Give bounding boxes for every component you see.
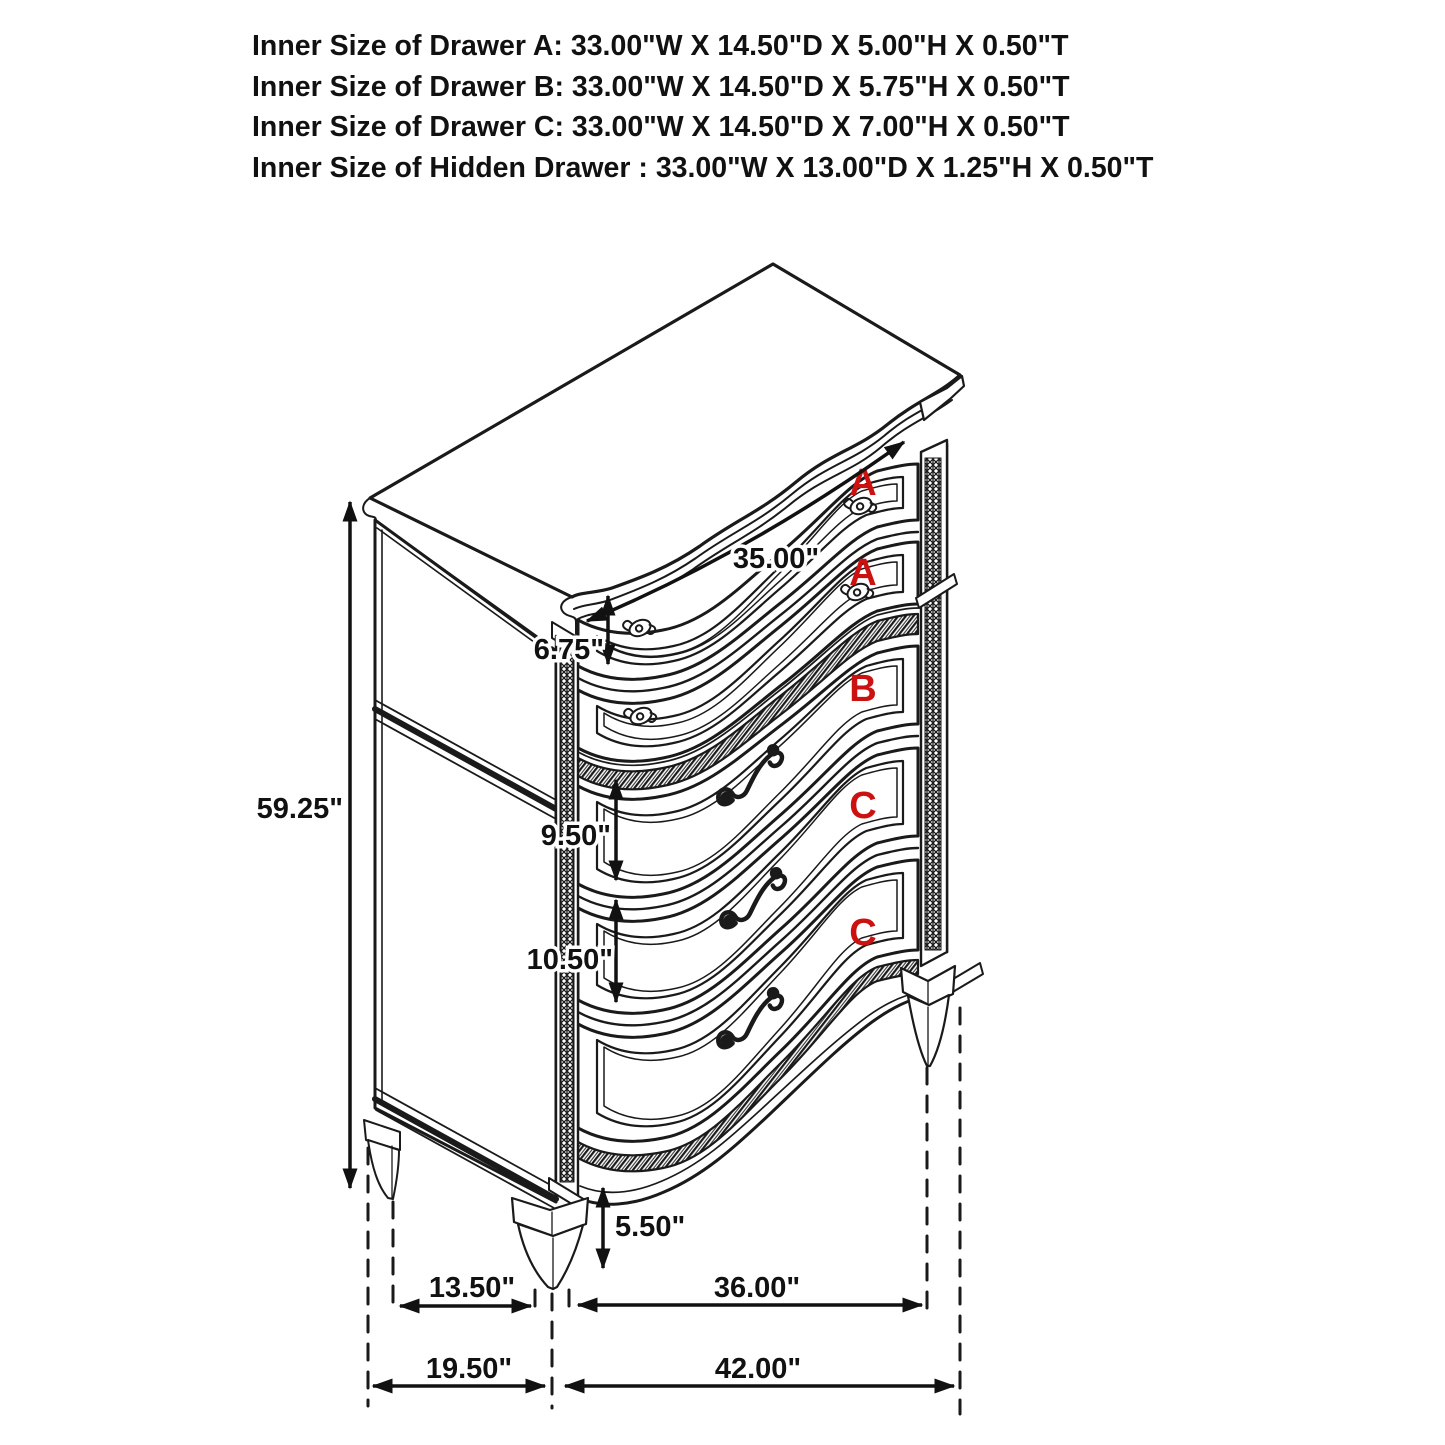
pilaster-right-fluting xyxy=(925,458,941,950)
drawer-b-letter: B xyxy=(849,668,877,710)
drawer-a1-letter: A xyxy=(849,462,877,504)
inner-size-line-hidden-drawer: Inner Size of Hidden Drawer : 33.00"W X 13.00"D X 1.25"H X 0.50"T xyxy=(252,151,1154,184)
overall-height-label: 59.25" xyxy=(256,793,343,825)
side-panel-face xyxy=(375,520,556,1202)
drawer-c2-letter: C xyxy=(849,912,877,954)
front-width-overall-label: 42.00" xyxy=(714,1353,802,1385)
pilaster-left-fluting xyxy=(560,648,574,1182)
drawer-a2-letter: A xyxy=(849,552,877,594)
chest-side-panel xyxy=(375,520,556,1208)
front-right-pilaster xyxy=(916,440,983,999)
right-leg xyxy=(901,966,955,1066)
inner-size-line-drawer-b: Inner Size of Drawer B: 33.00"W X 14.50"D X 5.75"H X 0.50"T xyxy=(252,70,1070,103)
front-leg xyxy=(512,1198,588,1289)
side-depth-overall-label: 19.50" xyxy=(425,1353,513,1385)
front-width-inner-label: 36.00" xyxy=(713,1272,801,1304)
top-drawer-height-label: 6.75" xyxy=(533,634,604,666)
drawer-c1-letter: C xyxy=(849,785,877,827)
drawer-b-height-label: 9.50" xyxy=(540,820,611,852)
inner-size-line-drawer-c: Inner Size of Drawer C: 33.00"W X 14.50"D X 7.00"H X 0.50"T xyxy=(252,111,1070,143)
top-width-label: 35.00" xyxy=(732,543,820,575)
drawer-c-height-label: 10.50" xyxy=(526,944,613,976)
leg-height-label: 5.50" xyxy=(615,1211,686,1243)
inner-size-line-drawer-a: Inner Size of Drawer A: 33.00"W X 14.50"D X 5.00"H X 0.50"T xyxy=(252,30,1069,62)
side-depth-inner-label: 13.50" xyxy=(428,1272,516,1304)
